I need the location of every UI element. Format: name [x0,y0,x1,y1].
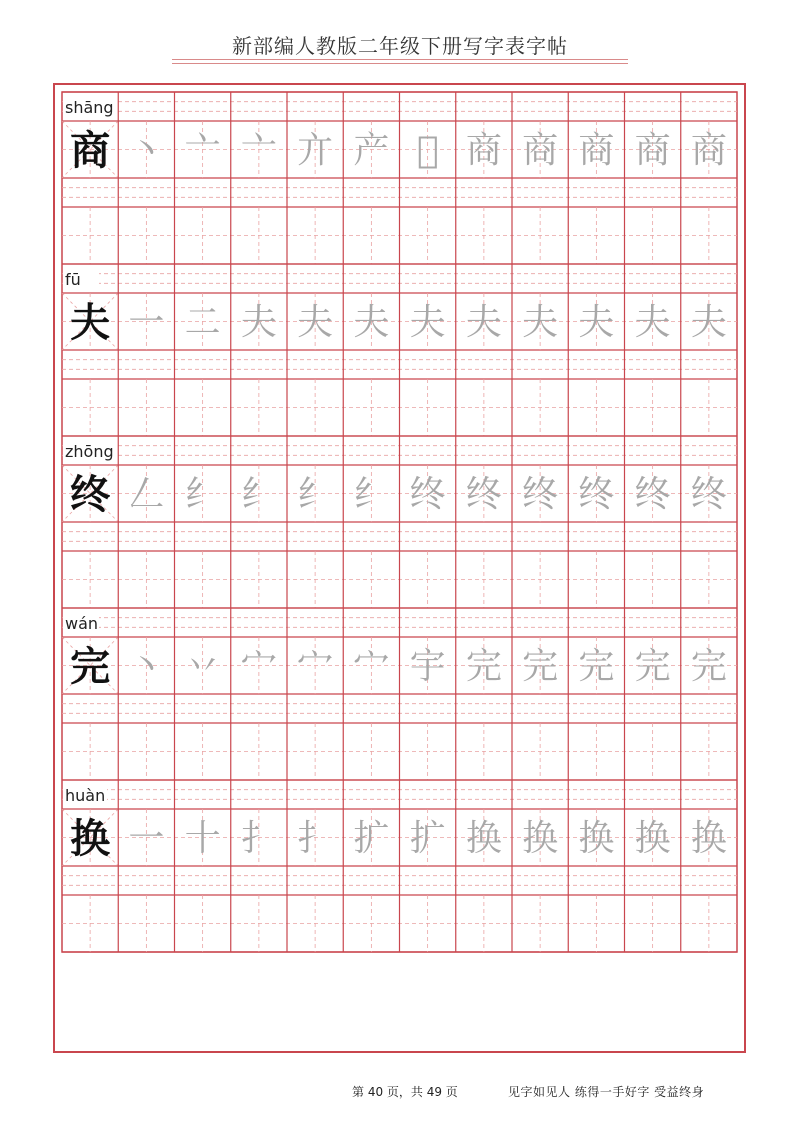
trace-character: 夫 [578,302,615,343]
trace-character: 产 [353,130,390,171]
trace-character: 丶 [128,646,165,687]
trace-character: 完 [578,646,615,687]
trace-character: 终 [465,474,502,515]
trace-character: 夫 [634,302,671,343]
pinyin-label: wán [65,614,99,633]
trace-character: 扩 [409,818,446,859]
trace-character: 亠 [184,130,221,171]
trace-character: 二 [184,302,221,343]
page-title: 新部编人教版二年级下册写字表字帖 [232,34,568,58]
trace-character: 换 [522,818,559,859]
trace-character: 一 [128,818,165,859]
trace-character: 换 [578,818,615,859]
trace-character: 换 [690,818,727,859]
trace-character: 宀 [240,646,277,687]
trace-character: 亠 [240,130,277,171]
trace-character: 夫 [240,302,277,343]
pinyin-label: fū [65,270,81,289]
trace-character: 纟 [240,474,277,515]
model-character: 夫 [70,299,111,346]
trace-character: 纟 [184,474,221,515]
model-character: 商 [70,127,111,174]
page-number: 第 40 页，共 49 页 [352,1085,458,1099]
trace-character: 夫 [690,302,727,343]
model-character: 终 [70,471,111,518]
trace-character: 换 [465,818,502,859]
trace-character: 夫 [353,302,390,343]
trace-character: 商 [465,130,502,171]
trace-character: 𠃋 [128,474,165,515]
trace-character: 宀 [297,646,334,687]
trace-character: 商 [578,130,615,171]
trace-character: 宀 [353,646,390,687]
trace-character: 夫 [522,302,559,343]
pinyin-label: shāng [65,98,114,117]
trace-character: 完 [690,646,727,687]
trace-character: 丷 [184,646,221,687]
trace-character: 纟 [297,474,334,515]
trace-character: 扌 [240,818,277,859]
trace-character: 完 [465,646,502,687]
trace-character: 终 [690,474,727,515]
trace-character: 纟 [353,474,390,515]
trace-character: 丶 [128,130,165,171]
trace-character: 夫 [297,302,334,343]
trace-character: 完 [634,646,671,687]
trace-character: 终 [634,474,671,515]
trace-character: 商 [634,130,671,171]
trace-character: 一 [128,302,165,343]
pinyin-label: zhōng [65,442,114,461]
trace-character: 终 [522,474,559,515]
trace-character: 商 [690,130,727,171]
trace-character: 亣 [297,130,334,171]
trace-character: 商 [522,130,559,171]
model-character: 完 [70,643,111,690]
trace-character: 完 [522,646,559,687]
trace-character: 扩 [353,818,390,859]
trace-character: 换 [634,818,671,859]
trace-character: 夫 [409,302,446,343]
trace-character: 十 [184,818,221,859]
pinyin-label: huàn [65,786,106,805]
trace-character: 扌 [297,818,334,859]
trace-character: 终 [578,474,615,515]
model-character: 换 [70,815,111,862]
trace-character: 终 [409,474,446,515]
trace-character: 宇 [409,646,446,687]
trace-character: 夫 [465,302,502,343]
footer-motto: 见字如见人 练得一手好字 受益终身 [508,1085,705,1099]
trace-character: 𠆭 [416,130,439,171]
